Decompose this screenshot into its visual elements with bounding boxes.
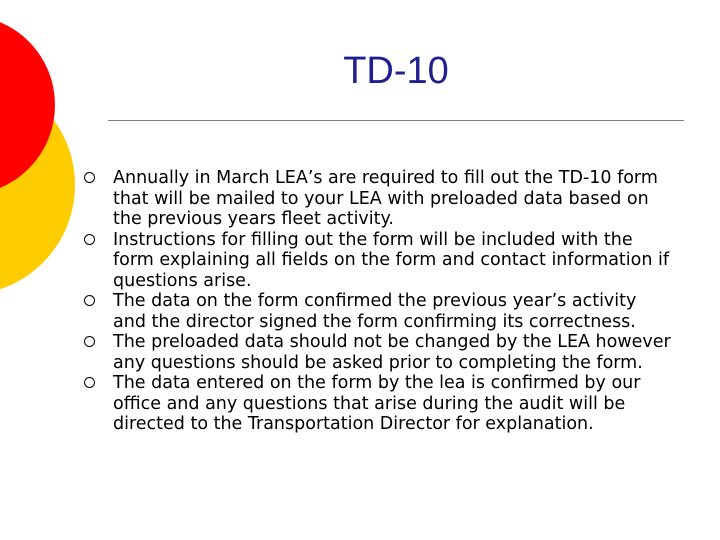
slide-title: TD-10 — [343, 50, 449, 92]
bullet-text: Instructions for filling out the form will be included with the form explaining all fields on the form and contact information if questions arise. — [113, 229, 670, 291]
title-divider — [108, 120, 684, 121]
bullet-item — [84, 168, 674, 230]
bullet-text: The data on the form confirmed the previous year’s activity and the director signed the form confirming its correctness. — [113, 291, 637, 332]
bullet-circle-icon — [84, 336, 95, 347]
bullet-list — [84, 168, 674, 435]
bullet-circle-icon — [84, 295, 95, 306]
bullet-text: The data entered on the form by the lea is confirmed by our office and any questions that arise during the audit will be directed to the Transportation Director for explanation. — [113, 373, 641, 434]
bullet-item — [84, 230, 674, 292]
bullet-circle-icon — [84, 234, 95, 245]
bullet-item — [84, 373, 674, 435]
bullet-circle-icon — [84, 377, 95, 388]
bullet-item — [84, 332, 674, 373]
bullet-item — [84, 291, 674, 332]
bullet-text: Annually in March LEA’s are required to fill out the TD-10 form that will be mailed to your LEA with preloaded data based on the previous years fleet activity. — [113, 168, 658, 229]
bullet-circle-icon — [84, 172, 95, 183]
bullet-text: The preloaded data should not be changed by the LEA however any questions should be asked prior to completing the form. — [113, 332, 671, 373]
